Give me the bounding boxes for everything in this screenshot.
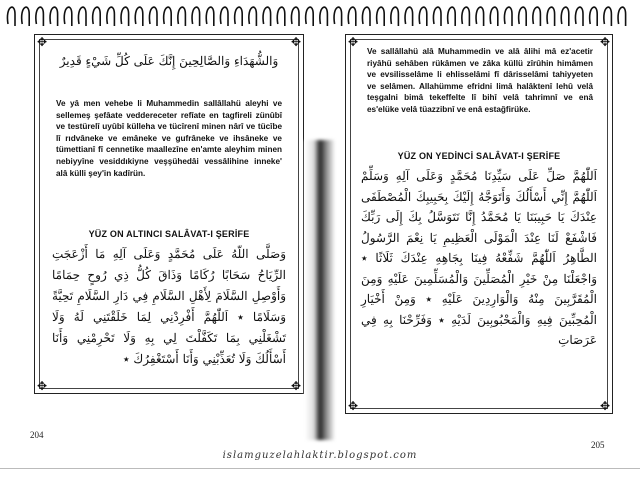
spiral-coil [121, 7, 129, 26]
spiral-coil [604, 7, 612, 26]
page-number: 204 [30, 430, 44, 440]
page-number: 205 [591, 440, 605, 450]
spiral-coil [306, 7, 314, 26]
watermark-footer: islamguzelahlaktir.blogspot.com [222, 450, 418, 461]
spiral-coil [22, 7, 30, 26]
ornament-star-icon: ✥ [36, 35, 48, 49]
bottom-divider [0, 468, 640, 469]
spiral-coil [391, 7, 399, 26]
spiral-coil [334, 7, 342, 26]
spiral-coil [362, 7, 370, 26]
right-page [345, 34, 613, 450]
spiral-coil [504, 7, 512, 26]
ornament-star-icon: ✥ [347, 35, 359, 49]
transliteration-paragraph: Ve sallâllahü alâ Muhammedin ve alâ âlihi mâ ez'acetir riyâhü sehâben rükâmen ve zâka küllü zîrûhin himâmen ve evsilisselâme li ehlisselâmi fî dârisselâmi tahiyyeten ve selâmen. Allahümme efridni limâ halâktenî lehû velâ teşgalni bimâ tekeffelte lî bihî velâ tahrimnî ve enâ es'elüke velâ tüazzibnî ve enâ estağfirüke. [367, 47, 593, 114]
spiral-coil [235, 7, 243, 26]
spiral-coil [249, 7, 257, 26]
binding-gutter-shadow [305, 140, 335, 440]
spiral-coil [476, 7, 484, 26]
section-heading: YÜZ ON ALTINCI SALÂVAT-I ŞERİFE [88, 229, 250, 239]
section-heading: YÜZ ON YEDİNCİ SALÂVAT-I ŞERİFE [397, 151, 561, 161]
spiral-coil [575, 7, 583, 26]
spiral-coil [192, 7, 200, 26]
spiral-coil [405, 7, 413, 26]
arabic-prayer-text: اَللّٰهُمَّ صَلِّ عَلَى سَيِّدِنَا مُحَمَّدٍ وَعَلَى آلِهِ وَسَلِّمْ اَللّٰهُمَّ إِنِّي أَسْأَلُكَ وَأَتَوَجَّهُ إِلَيْكَ بِحَبِيبِكَ الْمُصْطَفَى عِنْدَكَ يَا حَبِيبَنَا يَا مُحَمَّدُ إِنَّا نَتَوَسَّلُ بِكَ إِلَى رَبِّكَ فَاشْفَعْ لَنَا عِنْدَ الْمَوْلَى الْعَظِيمِ يَا نِعْمَ الرَّسُولُ الطَّاهِرُ اَللّٰهُمَّ شَفِّعْهُ فِينَا بِجَاهِهِ عِنْدَكَ ثَلَاثًا ٭ وَاجْعَلْنَا مِنْ خَيْرِ الْمُصَلِّينَ وَالْمُسَلِّمِينَ عَلَيْهِ وَمِنَ الْمُقَرَّبِينَ مِنْهُ وَالْوَارِدِينَ عَلَيْهِ ٭ وَمِنْ أَخْيَارِ الْمُحِبِّينَ فِيهِ وَالْمَحْبُوبِينَ لَدَيْهِ ٭ وَفَرِّحْنَا بِهِ فِي عَرَصَاتِ [361, 169, 597, 347]
spiral-coil [448, 7, 456, 26]
spiral-coil [377, 7, 385, 26]
ornament-star-icon: ✥ [599, 35, 611, 49]
spiral-coil [93, 7, 101, 26]
spiral-coil [7, 7, 15, 26]
spiral-coil [164, 7, 172, 26]
spiral-coil [291, 7, 299, 26]
ornament-star-icon: ✥ [36, 379, 48, 393]
spiral-coil [178, 7, 186, 26]
spiral-coil [78, 7, 86, 26]
spiral-coil [277, 7, 285, 26]
ornament-star-icon: ✥ [290, 379, 302, 393]
spiral-coil [419, 7, 427, 26]
spiral-coil [533, 7, 541, 26]
spiral-coil [348, 7, 356, 26]
spiral-coil [462, 7, 470, 26]
spiral-coil [107, 7, 115, 26]
arabic-prayer-text: وَصَلَّى اللّهُ عَلَى مُحَمَّدٍ وَعَلَى آلِهِ مَا أَزْعَجَتِ الرِّيَاحُ سَحَابًا رُكَامًا وَذَاقَ كُلُّ ذِي رُوحٍ حِمَامًا وَأَوْصِلِ السَّلَامَ لِأَهْلِ السَّلَامِ فِي دَارِ السَّلَامِ تَحِيَّةً وَسَلَامًا ٭ اَللّٰهُمَّ أَفْرِدْنِي لِمَا خَلَقْتَنِي لَهُ وَلَا تَشْغَلْنِي بِمَا تَكَفَّلْتَ لِي بِهِ وَلَا تَحْرِمْنِي وَأَنَا أَسْأَلُكَ وَلَا تُعَذِّبْنِي وَأَنَا أَسْتَغْفِرُكَ ٭ [52, 247, 286, 366]
spiral-coil [547, 7, 555, 26]
arabic-opening-line: وَالشُّهَدَاءِ وَالصَّالِحِينَ إِنَّكَ عَلَى كُلِّ شَيْءٍ قَدِيرٌ [59, 54, 279, 68]
spiral-coil [220, 7, 228, 26]
left-page [30, 34, 304, 440]
ornament-star-icon: ✥ [290, 35, 302, 49]
spiral-coil [320, 7, 328, 26]
spiral-coil [561, 7, 569, 26]
spiral-coil [519, 7, 527, 26]
spiral-coil [36, 7, 44, 26]
spiral-coil [490, 7, 498, 26]
spiral-coil [149, 7, 157, 26]
ornament-star-icon: ✥ [599, 399, 611, 413]
spiral-coil [50, 7, 58, 26]
transliteration-paragraph: Ve yâ men vehebe li Muhammedin sallâllahü aleyhi ve sellemeş şefâate veddereceter refîate en tagfireli zünûbî ve testürelî uyûbî külleha ve tücîrenî minen nârî ve tücîbe lî rıdvâneke ve emâneke ve gufrâneke ve ihsâneke ve tümettianî fî cennetike maallezîne en'amte aleyhim minen nebiyyîne vesiddıkiyne veşşühedâi vessâlihine inneke' alâ külli şey'in kadîrün. [56, 99, 282, 178]
spiral-coil [206, 7, 214, 26]
spiral-coil [618, 7, 626, 26]
spiral-coil [263, 7, 271, 26]
spiral-coil [590, 7, 598, 26]
spiral-coil [433, 7, 441, 26]
spiral-coil [64, 7, 72, 26]
ornament-star-icon: ✥ [347, 399, 359, 413]
spiral-coil [135, 7, 143, 26]
spiral-binding [0, 0, 640, 30]
